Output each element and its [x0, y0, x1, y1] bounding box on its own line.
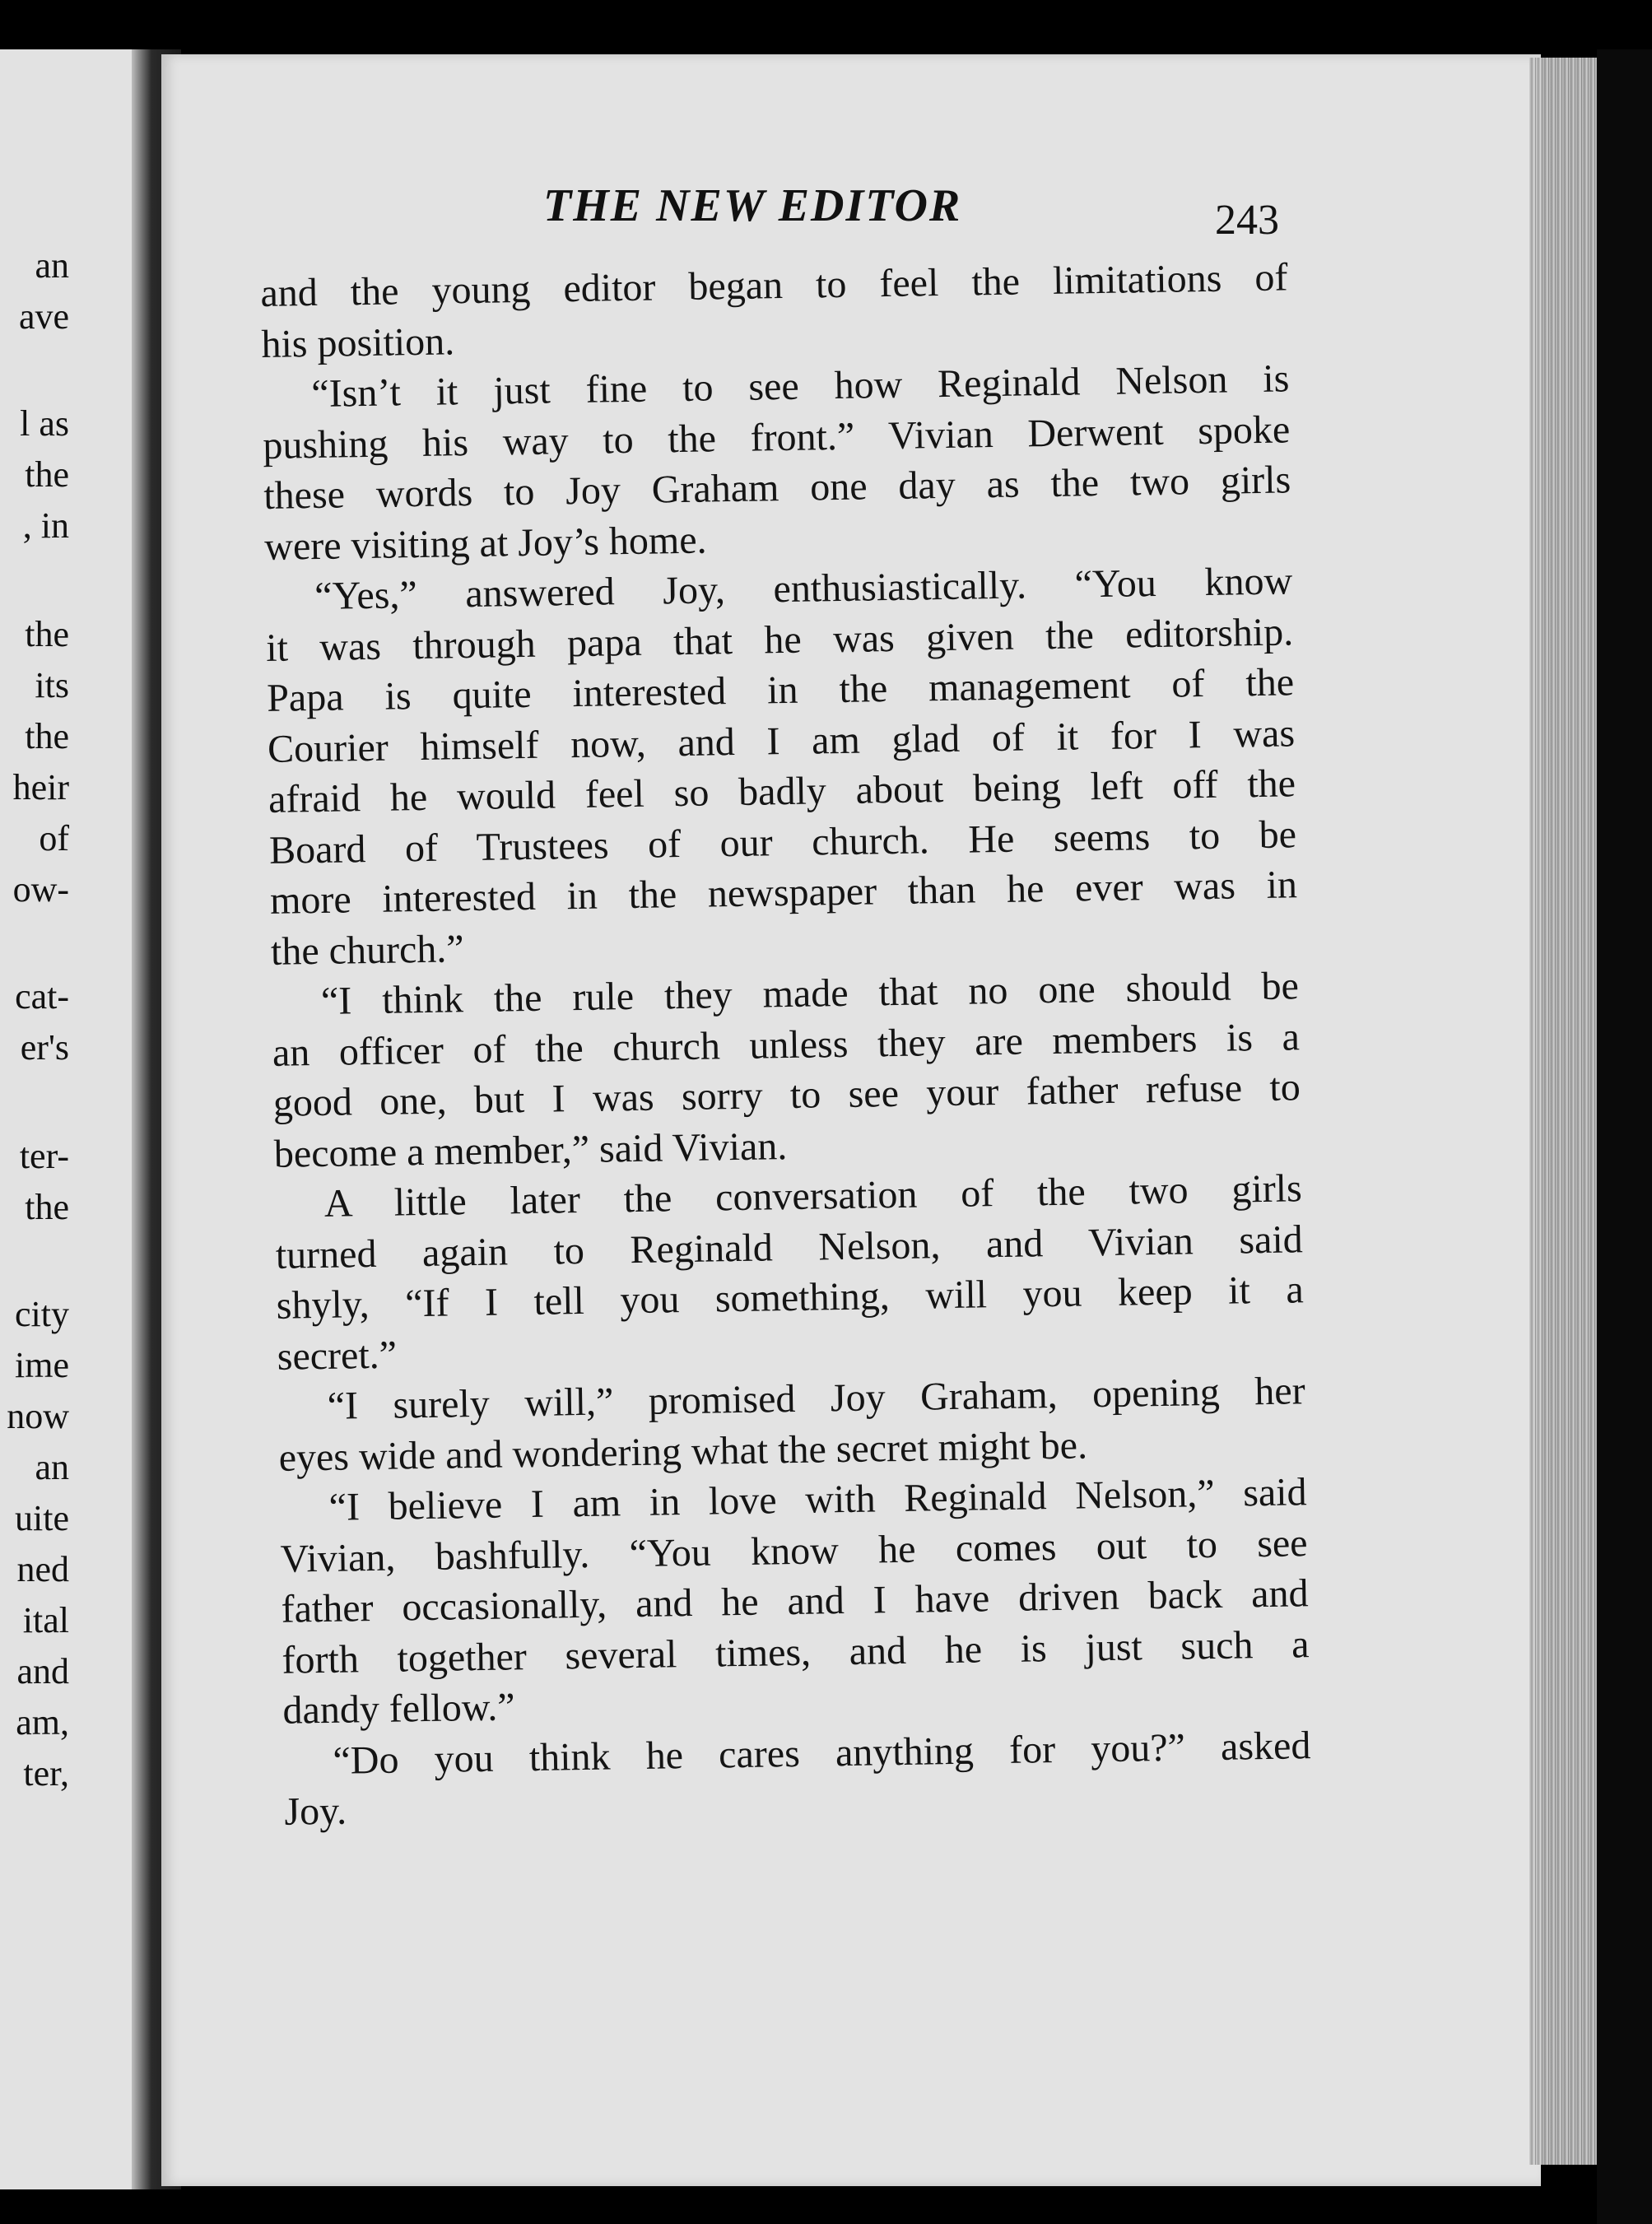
text-line: “Do you think he cares anything for you?” asked: [333, 1723, 1311, 1783]
text-line: it was through papa that he was given the editorship.: [265, 609, 1294, 670]
text-line: “Yes,” answered Joy, enthusiastically. “You know: [314, 559, 1293, 619]
text-line: afraid he would feel so badly about being left off the: [268, 761, 1296, 821]
text-line: these words to Joy Graham one day as the two girls: [263, 458, 1291, 518]
facing-page-edge: [0, 49, 142, 2189]
paragraph: [277, 1366, 1306, 1483]
facing-page-fragment: l as: [20, 403, 69, 444]
paragraph: [274, 1163, 1305, 1382]
running-head: THE NEW EDITOR: [543, 180, 962, 231]
text-line: his position.: [261, 319, 455, 366]
text-line: “I think the rule they made that no one should be: [320, 964, 1300, 1023]
text-line: shyly, “If I tell you something, will you keep it a: [276, 1268, 1305, 1328]
paragraph: [283, 1720, 1312, 1838]
text-line: more interested in the newspaper than he ever was in: [269, 863, 1298, 923]
text-line: forth together several times, and he is just such a: [282, 1621, 1310, 1682]
text-line: Joy.: [284, 1789, 347, 1834]
facing-page-fragment: heir: [12, 767, 69, 807]
text-line: father occasionally, and he and I have driven back and: [281, 1571, 1309, 1631]
text-line: eyes wide and wondering what the secret might be.: [278, 1422, 1088, 1480]
text-line: turned again to Reginald Nelson, and Vivian said: [275, 1217, 1304, 1277]
text-line: Board of Trustees of our church. He seems to be: [268, 812, 1297, 872]
text-line: and the young editor began to feel the limitations of: [260, 255, 1288, 315]
text-line: A little later the conversation of the two girls: [323, 1166, 1303, 1226]
facing-page-fragment: the: [25, 614, 69, 654]
facing-page-fragment: now: [7, 1396, 69, 1436]
text-line: Courier himself now, and I am glad of it for I was: [267, 710, 1296, 771]
text-line: the church.”: [270, 926, 464, 974]
text-line: Vivian, bashfully. “You know he comes out to see: [280, 1520, 1308, 1581]
facing-page-fragment: the: [25, 716, 69, 756]
facing-page-fragment: ow-: [12, 869, 69, 910]
scan-border: [1597, 49, 1652, 2224]
facing-page-fragment: the: [25, 454, 69, 495]
paragraph: [260, 252, 1289, 370]
text-line: secret.”: [277, 1333, 398, 1379]
facing-page-fragment: cat-: [15, 976, 69, 1017]
text-line: good one, but I was sorry to see your father refuse to: [272, 1065, 1301, 1125]
text-line: “I surely will,” promised Joy Graham, opening her: [327, 1369, 1305, 1428]
text-line: Papa is quite interested in the management of the: [266, 660, 1295, 720]
body-text: [260, 252, 1312, 1837]
text-line: “I believe I am in love with Reginald Nelson,” said: [328, 1470, 1307, 1529]
facing-page-fragment: ter,: [23, 1753, 69, 1794]
text-line: “Isn’t it just fine to see how Reginald Nelson is: [310, 356, 1290, 416]
facing-page-fragment: am,: [16, 1702, 69, 1742]
text-line: an officer of the church unless they are members is a: [272, 1014, 1301, 1075]
text-line: pushing his way to the front.” Vivian Derwent spoke: [262, 407, 1291, 468]
text-line: dandy fellow.”: [282, 1685, 516, 1733]
text-line: were visiting at Joy’s home.: [263, 518, 707, 569]
facing-page-fragment: ital: [22, 1600, 69, 1640]
paragraph: [262, 353, 1292, 572]
paragraph: [272, 961, 1302, 1179]
facing-page-fragment: ave: [18, 296, 69, 337]
page-number: 243: [1215, 197, 1279, 244]
facing-page-fragment: er's: [20, 1027, 69, 1068]
facing-page-fragment: and: [16, 1651, 69, 1691]
facing-page-fragment: an: [35, 1447, 69, 1487]
facing-page-fragment: ned: [16, 1549, 69, 1589]
facing-page-fragment: ter-: [19, 1136, 69, 1176]
facing-page-fragment: of: [39, 818, 69, 858]
facing-page-fragment: city: [15, 1294, 69, 1334]
facing-page-fragment: an: [35, 245, 69, 286]
paragraph: [265, 556, 1299, 977]
facing-page-fragment: the: [25, 1187, 69, 1227]
facing-page-fragment: its: [35, 665, 69, 705]
paragraph: [279, 1467, 1310, 1736]
facing-page-fragment: ime: [15, 1345, 69, 1385]
facing-page-fragment: , in: [22, 505, 69, 546]
facing-page-fragment: uite: [15, 1498, 69, 1538]
text-line: become a member,” said Vivian.: [273, 1124, 788, 1176]
